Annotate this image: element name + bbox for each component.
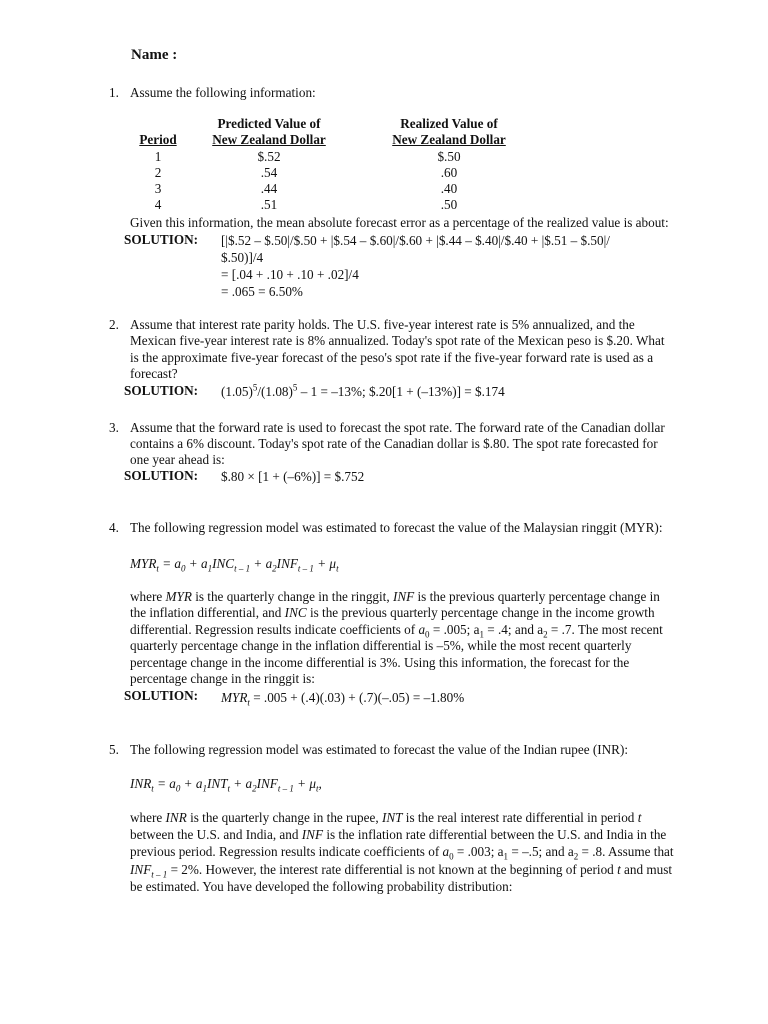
q4-para-line-5: percentage change in the income differential is 3%. Using this information, the forecast for the xyxy=(130,655,630,670)
q1-intro: Assume the following information: xyxy=(130,85,316,100)
table-row xyxy=(122,181,554,197)
q2-number: 2. xyxy=(109,317,119,332)
table-header-cell: New Zealand Dollar xyxy=(392,132,506,148)
table-cell: .54 xyxy=(260,164,278,180)
q2-line-4: forecast? xyxy=(130,366,178,381)
q4-solution: $MYR_t = .005 + (.4)(.03) + (.7)(-.05) = -1.80\%$ xyxy=(221,690,465,708)
table-row xyxy=(122,197,554,213)
q2-line-3: is the approximate five-year forecast of the peso's spot rate if the five-year forward rate is used as a xyxy=(130,350,654,365)
q1-question: Given this information, the mean absolute forecast error as a percentage of the realized value is about: xyxy=(130,215,669,230)
table-cell: .50 xyxy=(440,197,458,213)
table-cell: 4 xyxy=(154,197,162,213)
q4-regression-equation: $MYR_t = a_0 + a_1INC_{t - 1} + a_2INF_{t - 1} + \mu_t$ xyxy=(130,556,339,574)
q3-line-3: one year ahead is: xyxy=(130,452,225,467)
q5-regression-equation: $INR_t = a_0 + a_1INT_t + a_2INF_{t - 1} + \mu_t$, xyxy=(130,776,322,794)
q2-solution: $(1.05)^5/(1.08)^5 - 1 = -13\%$; $.20[1 + (–13%)] = $.174 xyxy=(221,382,505,399)
q4-para-line-2: the inflation differential, and INC is the previous quarterly percentage change in the income growth xyxy=(130,605,655,620)
q5-para-line-5: be estimated. You have developed the following probability distribution: xyxy=(130,879,513,894)
table-row xyxy=(122,149,554,165)
q2-solution-label: SOLUTION: xyxy=(124,383,199,398)
table-header-cell: Predicted Value of xyxy=(217,116,321,131)
q2-line-1: Assume that interest rate parity holds. The U.S. five-year interest rate is 5% annualized, and the xyxy=(130,317,635,332)
q3-solution-label: SOLUTION: xyxy=(124,468,199,483)
table-cell: 3 xyxy=(154,181,162,197)
table-cell: .44 xyxy=(260,181,278,197)
q5-intro: The following regression model was estimated to forecast the value of the Indian rupee (INR): xyxy=(130,742,629,757)
q4-number: 4. xyxy=(109,520,119,535)
q3-number: 3. xyxy=(109,420,119,435)
table-header-cell: New Zealand Dollar xyxy=(212,132,326,148)
q4-para-line-4: quarterly percentage change in the inflation differential is –5%, while the most recent quarterly xyxy=(130,638,632,653)
table-cell: $.50 xyxy=(437,148,461,164)
q4-para-line-6: percentage change in the ringgit is: xyxy=(130,671,315,686)
q1-solution-line-4: = .065 = 6.50% xyxy=(221,284,303,299)
q3-line-1: Assume that the forward rate is used to forecast the spot rate. The forward rate of the Canadian dollar xyxy=(130,420,665,435)
q5-number: 5. xyxy=(109,742,119,757)
q4-para-line-1: where MYR is the quarterly change in the ringgit, INF is the previous quarterly percentage change in xyxy=(130,589,660,604)
q1-solution-label: SOLUTION: xyxy=(124,232,199,247)
q5-para-line-1: where INR is the quarterly change in the rupee, INT is the real interest rate differential in period t xyxy=(130,810,642,825)
table-header-row-2 xyxy=(122,132,554,148)
table-header-row-1 xyxy=(122,116,554,132)
q1-solution-line-1: [|$.52 – $.50|/$.50 + |$.54 – $.60|/$.60 + |$.44 – $.40|/$.40 + |$.51 – $.50|/ xyxy=(221,233,610,248)
q4-intro: The following regression model was estimated to forecast the value of the Malaysian ringgit (MYR): xyxy=(130,520,663,535)
table-cell: 1 xyxy=(154,148,162,164)
q1-solution-line-2: $.50)]/4 xyxy=(221,250,264,265)
table-row xyxy=(122,165,554,181)
q2-line-2: Mexican five-year interest rate is 8% annualized. Today's spot rate of the Mexican peso is $.20. What xyxy=(130,333,665,348)
q5-para-line-2: between the U.S. and India, and INF is the inflation rate differential between the U.S. and India in the xyxy=(130,827,667,842)
q1-solution-line-3: = [.04 + .10 + .10 + .02]/4 xyxy=(221,267,359,282)
table-cell: $.52 xyxy=(257,148,281,164)
q5-para-line-3: previous period. Regression results indicate coefficients of $a_0 = .003$; $a_1 = -.5$; and $a_2 = .8$. Assume that xyxy=(130,844,674,862)
table-cell: .40 xyxy=(440,181,458,197)
table-header-cell: Period xyxy=(139,132,177,148)
q4-para-line-3: differential. Regression results indicate coefficients of $a_0 = .005$; $a_1 = .4$; and $a_2 = .7$. The most recent xyxy=(130,622,663,640)
table-header-cell xyxy=(122,116,194,132)
q4-solution-label: SOLUTION: xyxy=(124,688,199,703)
q3-solution: $.80 × [1 + (–6%)] = $.752 xyxy=(221,469,365,484)
table-header-cell: Realized Value of xyxy=(400,116,498,131)
table-cell: .51 xyxy=(260,197,278,213)
name-label: Name : xyxy=(131,47,178,63)
q1-forecast-table xyxy=(122,116,554,214)
q1-number: 1. xyxy=(109,85,119,100)
table-cell: .60 xyxy=(440,164,458,180)
table-cell: 2 xyxy=(154,164,162,180)
q3-line-2: contains a 6% discount. Today's spot rate of the Canadian dollar is $.80. The spot rate forecasted for xyxy=(130,436,658,451)
q5-para-line-4: $INF_{t - 1} = 2\%$. However, the interest rate differential is not known at the beginning of period t and must xyxy=(130,862,673,880)
